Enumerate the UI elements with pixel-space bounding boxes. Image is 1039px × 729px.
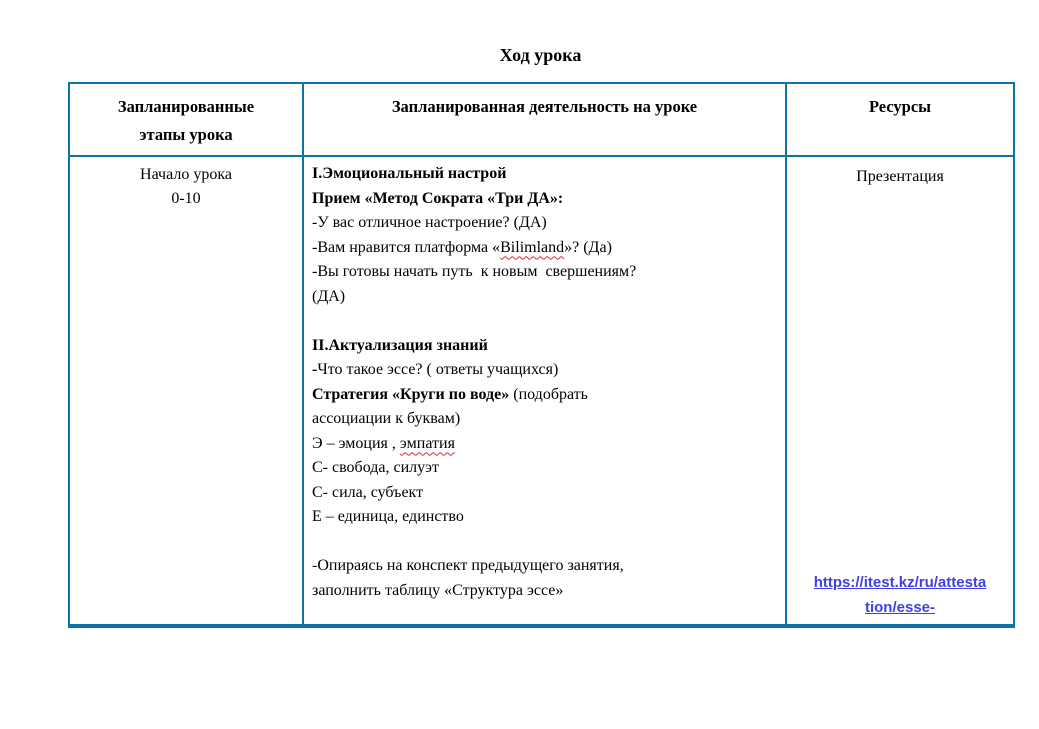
activity-line: Прием «Метод Сократа «Три ДА»:: [312, 189, 564, 207]
activity-line: -Вы готовы начать путь к новым свершениям?: [312, 263, 637, 280]
col-header-stages: [69, 83, 303, 156]
activity-line: [312, 309, 779, 334]
resource-presentation: Презентация: [856, 168, 944, 185]
activity-line: Е – единица, единство: [312, 508, 464, 525]
activity-line: -Вам нравится платформа «Bilimland»? (Да): [312, 238, 612, 256]
activity-line: С- свобода, силуэт: [312, 459, 439, 476]
activity-line: заполнить таблицу «Структура эссе»: [312, 581, 564, 599]
activity-line: II.Актуализация знаний: [312, 336, 488, 354]
activity-line: -Что такое эссе? ( ответы учащихся): [312, 361, 559, 378]
table-row: [69, 156, 1014, 626]
activity-cell: [303, 156, 786, 626]
col-header-resources: Ресурсы: [786, 83, 1014, 156]
page-title: Ход урока: [499, 45, 582, 65]
stage-cell: [69, 156, 303, 626]
col-header-stages-line1: Запланированные: [117, 97, 255, 116]
activity-line: -У вас отличное настроение? (ДА): [312, 214, 547, 231]
stage-name: Начало урока: [140, 166, 232, 183]
activity-line: (ДА): [312, 287, 346, 305]
col-header-stages-line2: этапы урока: [139, 125, 233, 144]
activity-lines: [312, 162, 779, 603]
stage-time-range: 0-10: [171, 190, 201, 207]
misspelled-word: эмпатия: [399, 434, 455, 452]
activity-line: Э – эмоция , эмпатия: [312, 434, 455, 452]
activity-line: Стратегия «Круги по воде» (подобрать: [312, 385, 588, 403]
activity-line: С- сила, субъект: [312, 483, 424, 501]
col-header-activity: Запланированная деятельность на уроке: [303, 83, 786, 156]
resource-link[interactable]: [814, 570, 987, 620]
document-page: [68, 44, 1013, 628]
activity-line: I.Эмоциональный настрой: [312, 165, 507, 182]
lesson-plan-table: [68, 82, 1015, 628]
activity-line: -Опираясь на конспект предыдущего занятия,: [312, 557, 624, 574]
header-row: [69, 83, 1014, 156]
resource-link-line1: https://itest.kz/ru/attesta: [813, 574, 987, 591]
resources-cell: [786, 156, 1014, 626]
activity-line: [312, 530, 779, 555]
resources-content: [787, 157, 1013, 623]
resource-link-line2: tion/esse-: [864, 599, 936, 616]
misspelled-word: Bilimland: [500, 238, 565, 256]
activity-line: ассоциации к буквам): [312, 410, 461, 427]
